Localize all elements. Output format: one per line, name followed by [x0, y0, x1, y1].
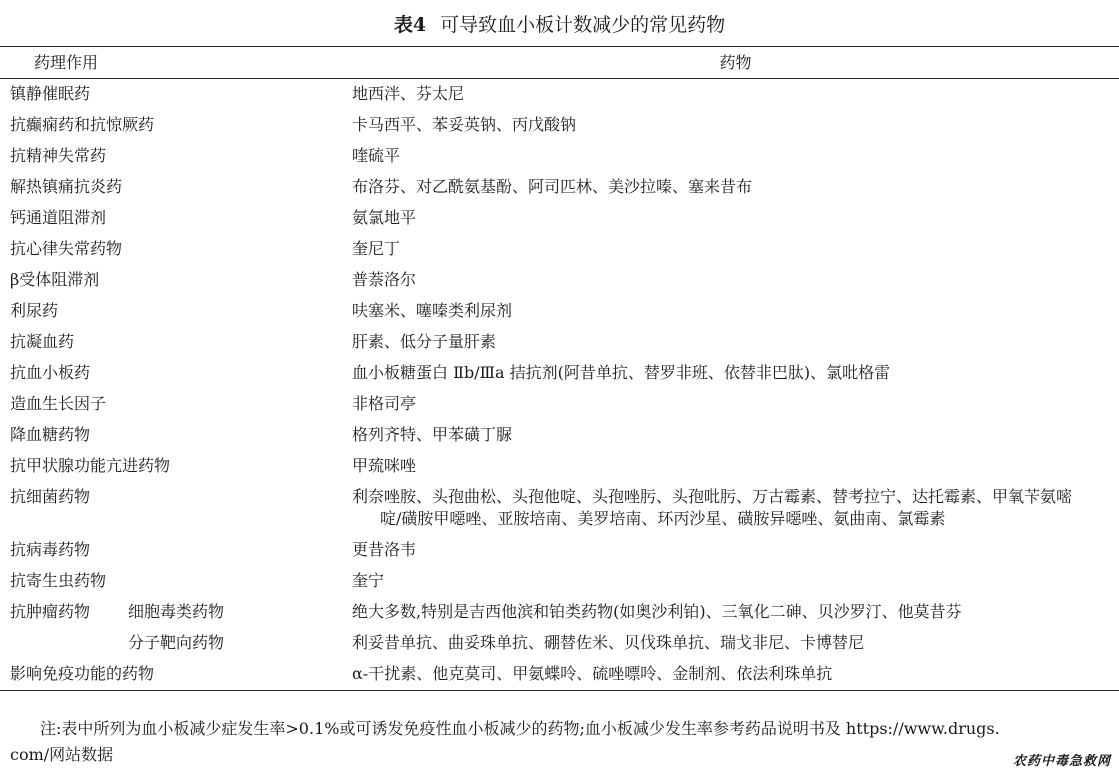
row-category: 造血生长因子: [10, 394, 107, 413]
subcategory-targeted: 分子靶向药物: [128, 633, 225, 652]
table-row: [0, 420, 1119, 451]
row-category: 抗病毒药物: [10, 540, 91, 559]
row-drugs: 布洛芬、对乙酰氨基酚、阿司匹林、美沙拉嗪、塞来昔布: [352, 177, 753, 196]
table-row: [0, 389, 1119, 420]
table-row: [0, 296, 1119, 327]
table-row: [0, 451, 1119, 482]
row-category: 抗凝血药: [10, 332, 75, 351]
table-row: [0, 597, 1119, 628]
row-drugs: 利妥昔单抗、曲妥珠单抗、硼替佐米、贝伐珠单抗、瑞戈非尼、卡博替尼: [352, 633, 865, 652]
table-row: [0, 110, 1119, 141]
row-drugs: 格列齐特、甲苯磺丁脲: [352, 425, 513, 444]
table-header-row: [0, 47, 1119, 79]
row-category: 降血糖药物: [10, 425, 91, 444]
row-drugs: 肝素、低分子量肝素: [352, 332, 497, 351]
header-drugs: 药物: [719, 52, 752, 72]
row-drugs-line1: 利奈唑胺、头孢曲松、头孢他啶、头孢唑肟、头孢吡肟、万古霉素、替考拉宁、达托霉素、甲氧苄氨嘧: [352, 487, 1073, 506]
table-row: [0, 203, 1119, 234]
table-row: [0, 234, 1119, 265]
row-drugs: 卡马西平、苯妥英钠、丙戊酸钠: [352, 115, 577, 134]
table-row: [0, 482, 1119, 535]
row-drugs: 氨氯地平: [352, 208, 417, 227]
row-drugs: 甲巯咪唑: [352, 456, 417, 475]
row-category: 利尿药: [10, 301, 59, 320]
row-category: [0, 597, 352, 628]
row-drugs: 普萘洛尔: [352, 270, 417, 289]
row-category: 抗心律失常药物: [10, 239, 123, 258]
note-line1: 注:表中所列为血小板减少症发生率>0.1%或可诱发免疫性血小板减少的药物;血小板减少发生率参考药品说明书及 https://www.drugs.: [40, 719, 1000, 738]
row-drugs: 绝大多数,特别是吉西他滨和铂类药物(如奥沙利铂)、三氧化二砷、贝沙罗汀、他莫昔芬: [352, 602, 962, 621]
row-category: 抗精神失常药: [10, 146, 107, 165]
row-category: 抗癫痫药和抗惊厥药: [10, 115, 155, 134]
row-category: 镇静催眠药: [10, 84, 91, 103]
drug-table: [0, 46, 1119, 691]
row-drugs: 奎尼丁: [352, 239, 401, 258]
table-row: [0, 327, 1119, 358]
row-drugs: 奎宁: [352, 571, 385, 590]
row-category: 影响免疫功能的药物: [10, 664, 155, 683]
table-row: [0, 358, 1119, 389]
table-row: [0, 141, 1119, 172]
row-drugs: 非格司亭: [352, 394, 417, 413]
row-drugs: 地西泮、芬太尼: [352, 84, 465, 103]
row-category: 抗细菌药物: [10, 487, 91, 506]
row-category: [0, 628, 352, 659]
table-row: [0, 659, 1119, 691]
table-title: [0, 12, 1119, 38]
category-antitumor: 抗肿瘤药物: [10, 602, 91, 621]
table-row: [0, 628, 1119, 659]
table-number: 表4: [393, 14, 427, 36]
row-drugs: 喹硫平: [352, 146, 401, 165]
row-category: 抗甲状腺功能亢进药物: [10, 456, 171, 475]
table-row: [0, 79, 1119, 111]
note-line2: com/网站数据: [10, 745, 114, 764]
row-category: 解热镇痛抗炎药: [10, 177, 123, 196]
row-category: 抗血小板药: [10, 363, 91, 382]
row-category: 钙通道阻滞剂: [10, 208, 107, 227]
row-drugs: [352, 482, 1119, 535]
watermark: 农药中毒急救网: [1012, 754, 1111, 769]
row-drugs: 血小板糖蛋白 Ⅱb/Ⅲa 拮抗剂(阿昔单抗、替罗非班、依替非巴肽)、氯吡格雷: [352, 363, 891, 382]
table-note: [10, 716, 1110, 768]
row-category: β受体阻滞剂: [10, 270, 100, 289]
row-drugs: 更昔洛韦: [352, 540, 417, 559]
row-drugs-line2: 啶/磺胺甲噁唑、亚胺培南、美罗培南、环丙沙星、磺胺异噁唑、氨曲南、氯霉素: [380, 509, 946, 528]
header-pharmacology: 药理作用: [34, 52, 99, 72]
subcategory-cytotoxic: 细胞毒类药物: [128, 602, 225, 621]
row-category: 抗寄生虫药物: [10, 571, 107, 590]
row-drugs: α-干扰素、他克莫司、甲氨蝶呤、硫唑嘌呤、金制剂、依法利珠单抗: [352, 664, 833, 683]
row-drugs: 呋塞米、噻嗪类利尿剂: [352, 301, 513, 320]
table-row: [0, 535, 1119, 566]
table-title-text: 可导致血小板计数减少的常见药物: [440, 14, 726, 36]
table-row: [0, 265, 1119, 296]
table-row: [0, 172, 1119, 203]
table-row: [0, 566, 1119, 597]
